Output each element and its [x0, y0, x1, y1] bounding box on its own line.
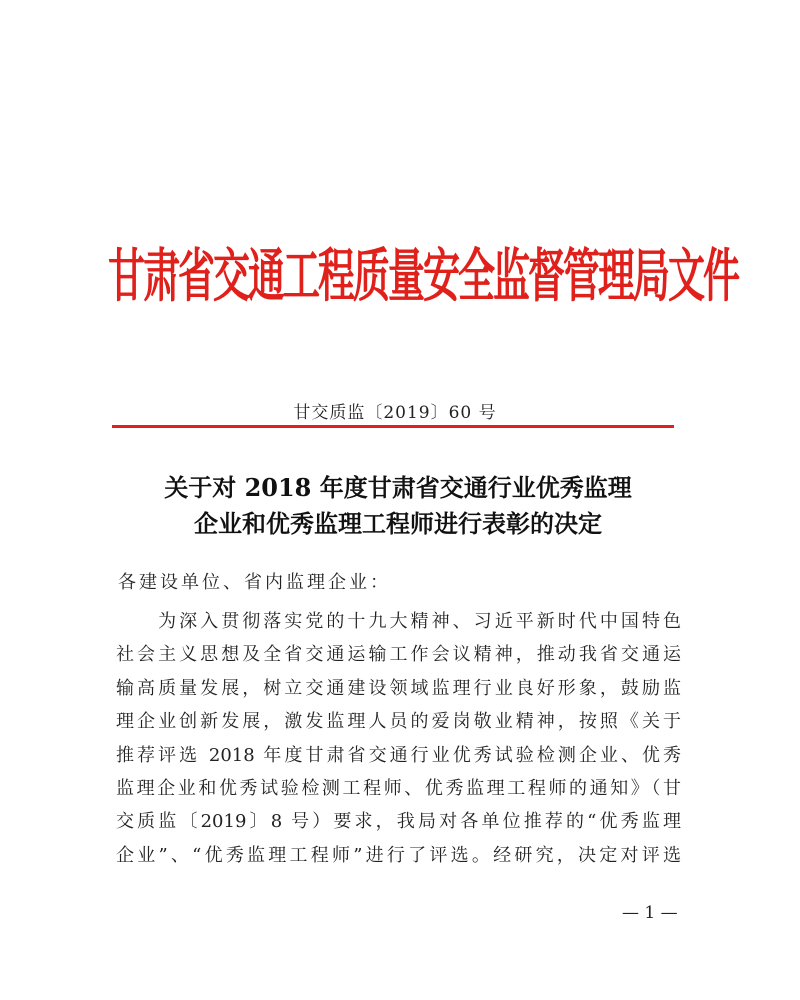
body-line: 监理企业和优秀试验检测工程师、优秀监理工程师的通知》（甘 [116, 777, 681, 799]
body-line: 理企业创新发展，激发监理人员的爱岗敬业精神，按照《关于 [116, 711, 681, 733]
body-line: 为深入贯彻落实党的十九大精神、习近平新时代中国特色 [116, 611, 681, 632]
body-line: 输高质量发展，树立交通建设领域监理行业良好形象，鼓励监 [116, 677, 681, 699]
red-divider-line [112, 425, 674, 428]
letterhead-title: 甘肃省交通工程质量安全监督管理局文件 [108, 242, 738, 310]
document-number: 甘交质监〔2019〕60 号 [293, 403, 497, 423]
body-line: 企业”、“优秀监理工程师”进行了评选。经研究，决定对评选 [116, 844, 681, 866]
body-paragraph [116, 605, 681, 872]
document-title-line-2: 企业和优秀监理工程师进行表彰的决定 [194, 509, 602, 538]
body-line: 社会主义思想及全省交通运输工作会议精神，推动我省交通运 [116, 644, 681, 666]
document-title-line-1: 关于对 2018 年度甘肃省交通行业优秀监理 [164, 473, 632, 502]
body-line: 交质监〔2019〕8 号）要求，我局对各单位推荐的“优秀监理 [116, 811, 681, 833]
document-title [100, 470, 696, 542]
salutation: 各建设单位、省内监理企业： [118, 572, 391, 593]
body-line: 推荐评选 2018 年度甘肃省交通行业优秀试验检测企业、优秀 [116, 744, 681, 766]
page-number: — 1 — [622, 903, 678, 923]
